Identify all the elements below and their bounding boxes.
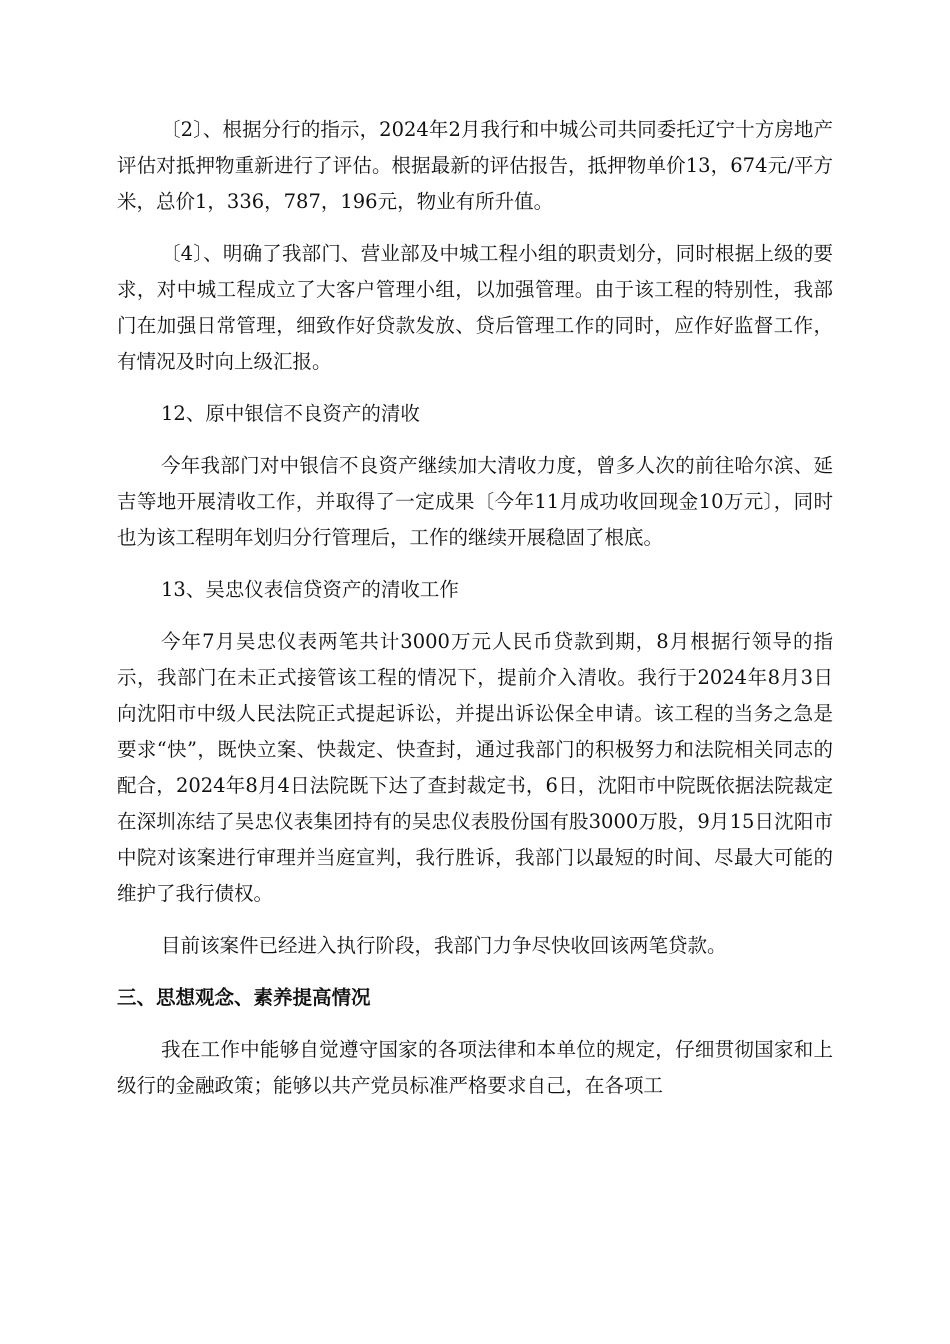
section-heading-3: 三、思想观念、素养提高情况 — [117, 986, 371, 1009]
subheading-item-12: 12、原中银信不良资产的清收 — [161, 402, 420, 425]
paragraph-collateral-appraisal: 〔2〕、根据分行的指示，2024年2月我行和中城公司共同委托辽宁十方房地产评估对抵押物重新进行了评估。根据最新的评估报告，抵押物单价13，674元/平方米，总价1，336，787，196元，物业有所升值。 — [117, 118, 833, 213]
paragraph-execution-stage: 目前该案件已经进入执行阶段，我部门力争尽快收回该两笔贷款。 — [161, 934, 727, 957]
document-page — [117, 112, 833, 1120]
paragraph-ideology: 我在工作中能够自觉遵守国家的各项法律和本单位的规定，仔细贯彻国家和上级行的金融政策；能够以共产党员标准严格要求自己，在各项工 — [117, 1038, 833, 1097]
subheading-item-13: 13、吴忠仪表信贷资产的清收工作 — [161, 578, 459, 601]
paragraph-wuzhong-recovery: 今年7月吴忠仪表两笔共计3000万元人民币贷款到期，8月根据行领导的指示，我部门在未正式接管该工程的情况下，提前介入清收。我行于2024年8月3日向沈阳市中级人民法院正式提起诉讼，并提出诉讼保全申请。该工程的当务之急是要求“快”，既快立案、快裁定、快查封，通过我部门的积极努力和法院相关同志的配合，2024年8月4日法院既下达了查封裁定书，6日，沈阳市中院既依据法院裁定在深圳冻结了吴忠仪表集团持有的吴忠仪表股份国有股3000万股，9月15日沈阳市中院对该案进行审理并当庭宣判，我行胜诉，我部门以最短的时间、尽最大可能的维护了我行债权。 — [117, 630, 833, 905]
paragraph-responsibility-division: 〔4〕、明确了我部门、营业部及中城工程小组的职责划分，同时根据上级的要求，对中城工程成立了大客户管理小组，以加强管理。由于该工程的特别性，我部门在加强日常管理，细致作好贷款发放、贷后管理工作的同时，应作好监督工作，有情况及时向上级汇报。 — [117, 242, 833, 373]
paragraph-nonperforming-asset-recovery: 今年我部门对中银信不良资产继续加大清收力度，曾多人次的前往哈尔滨、延吉等地开展清收工作，并取得了一定成果〔今年11月成功收回现金10万元〕，同时也为该工程明年划归分行管理后，工作的继续开展稳固了根底。 — [117, 454, 833, 549]
